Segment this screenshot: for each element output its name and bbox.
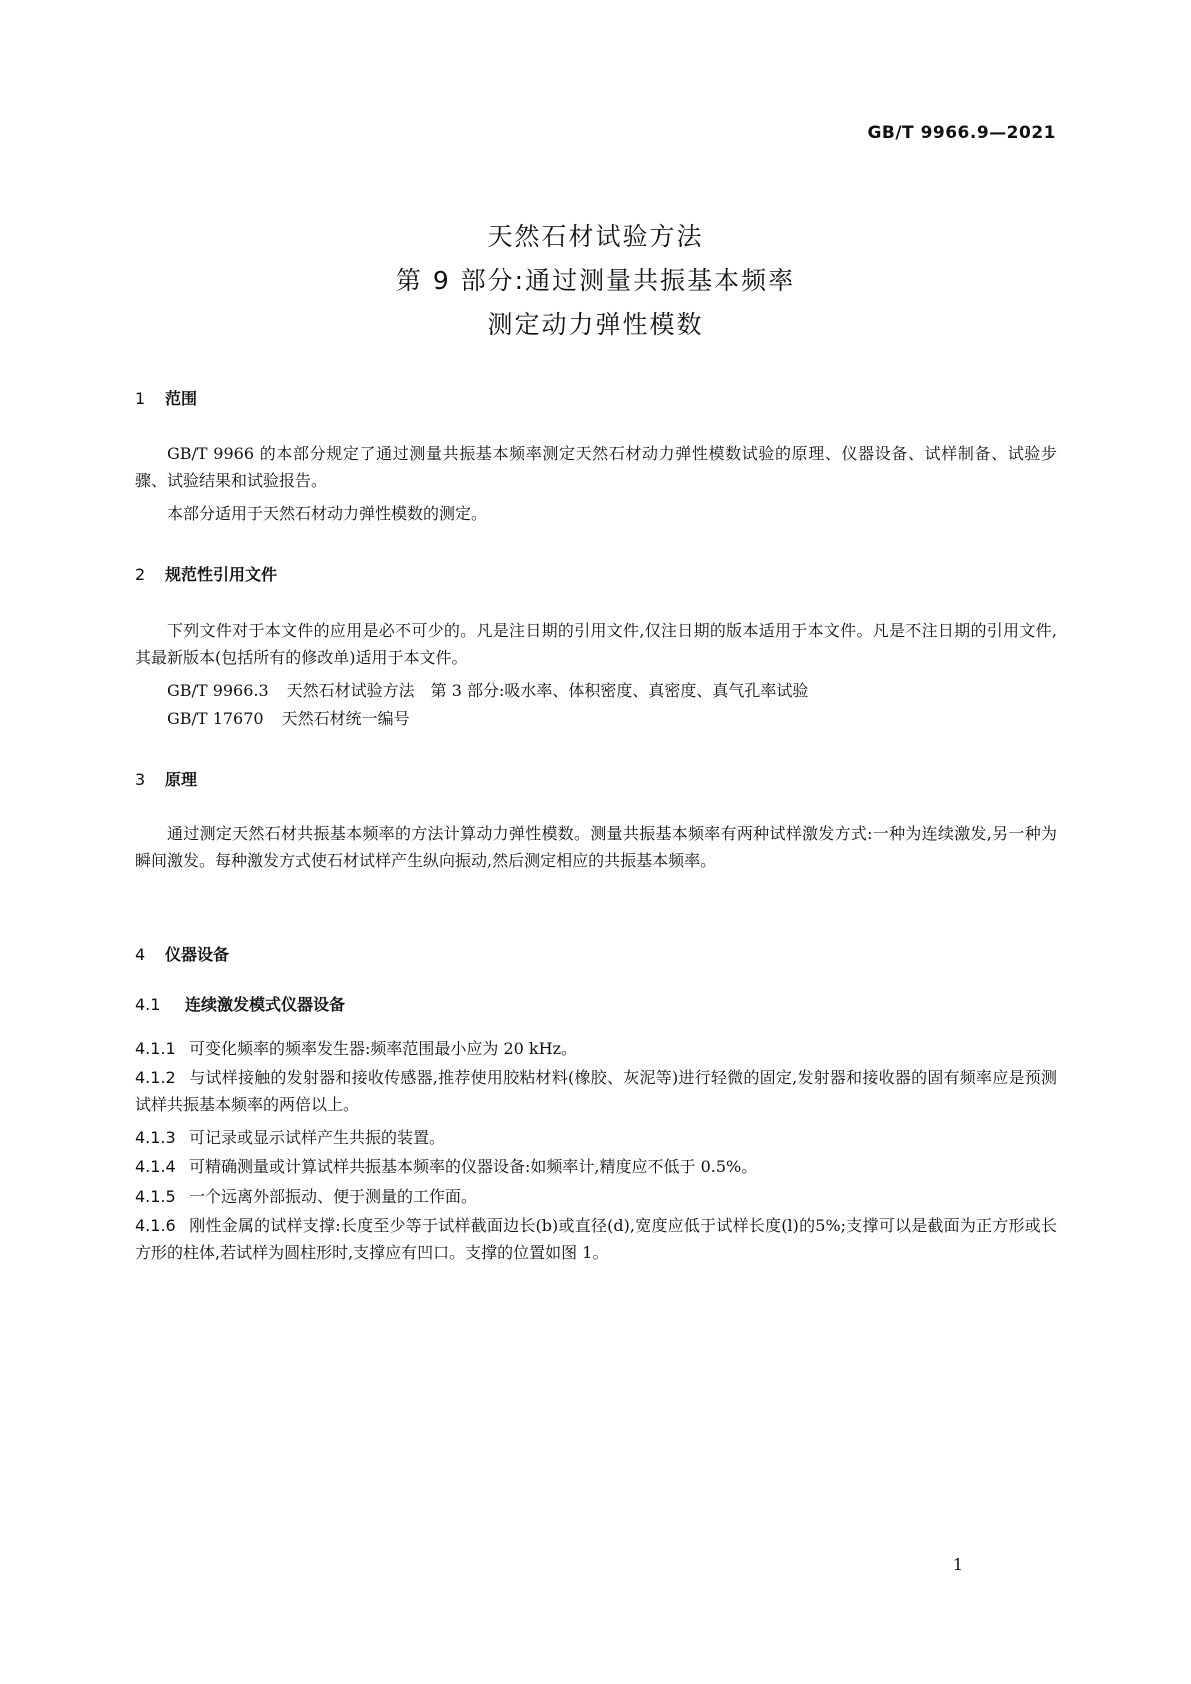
- section-1-heading: [135, 386, 197, 409]
- clause-text: 可精确测量或计算试样共振基本频率的仪器设备:如频率计,精度应不低于 0.5%。: [189, 1157, 758, 1176]
- reference-code: GB/T 9966.3: [167, 681, 269, 700]
- clause-number: 4.1.1: [135, 1039, 176, 1058]
- section-2-heading: [135, 562, 277, 585]
- section-1-paragraph-2: 本部分适用于天然石材动力弹性模数的测定。: [167, 504, 488, 523]
- reference-code: GB/T 17670: [167, 709, 264, 728]
- section-number: 1: [135, 389, 146, 408]
- clause-4-1-5: [135, 1183, 1057, 1210]
- clause-4-1-2: [135, 1064, 1057, 1118]
- section-1-paragraph-1: GB/T 9966 的本部分规定了通过测量共振基本频率测定天然石材动力弹性模数试验的原理、仪器设备、试样制备、试验步骤、试验结果和试验报告。: [135, 444, 1057, 490]
- clause-number: 4.1.5: [135, 1187, 176, 1206]
- document-title: [0, 215, 1191, 347]
- clause-4-1-4: [135, 1153, 1057, 1180]
- section-number: 2: [135, 565, 146, 584]
- title-line-3: 测定动力弹性模数: [487, 310, 704, 339]
- clause-4-1-1: [135, 1035, 1057, 1062]
- section-title: 原理: [165, 770, 198, 789]
- standard-code: GB/T 9966.9—2021: [867, 123, 1056, 143]
- reference-title: 天然石材试验方法 第 3 部分:吸水率、体积密度、真密度、真气孔率试验: [286, 681, 809, 700]
- reference-item: [167, 705, 410, 732]
- subsection-number: 4.1: [135, 995, 161, 1014]
- clause-text: 可变化频率的频率发生器:频率范围最小应为 20 kHz。: [189, 1039, 578, 1058]
- title-line-2: 第 9 部分:通过测量共振基本频率: [395, 266, 796, 295]
- reference-item: [167, 677, 808, 704]
- section-title: 规范性引用文件: [165, 565, 278, 584]
- section-title: 仪器设备: [165, 945, 230, 964]
- clause-text: 刚性金属的试样支撑:长度至少等于试样截面边长(b)或直径(d),宽度应低于试样长度(l)的5%;支撑可以是截面为正方形或长方形的柱体,若试样为圆柱形时,支撑应有凹口。支撑的位置如图 1。: [135, 1216, 1057, 1262]
- page-number: 1: [952, 1555, 963, 1574]
- section-title: 范围: [165, 389, 198, 408]
- section-3-paragraph-1: 通过测定天然石材共振基本频率的方法计算动力弹性模数。测量共振基本频率有两种试样激发方式:一种为连续激发,另一种为瞬间激发。每种激发方式使石材试样产生纵向振动,然后测定相应的共振基本频率。: [135, 824, 1057, 870]
- clause-4-1-6: [135, 1212, 1057, 1266]
- clause-number: 4.1.4: [135, 1157, 176, 1176]
- section-4-heading: [135, 942, 229, 965]
- section-2-paragraph-1: 下列文件对于本文件的应用是必不可少的。凡是注日期的引用文件,仅注日期的版本适用于本文件。凡是不注日期的引用文件,其最新版本(包括所有的修改单)适用于本文件。: [135, 621, 1057, 667]
- clause-text: 一个远离外部振动、便于测量的工作面。: [189, 1187, 478, 1206]
- section-3-heading: [135, 767, 197, 790]
- clause-number: 4.1.2: [135, 1068, 176, 1087]
- clause-text: 可记录或显示试样产生共振的装置。: [189, 1128, 446, 1147]
- section-number: 4: [135, 945, 146, 964]
- subsection-4-1-heading: [135, 992, 345, 1015]
- clause-number: 4.1.6: [135, 1216, 176, 1235]
- clause-4-1-3: [135, 1124, 1057, 1151]
- reference-title: 天然石材统一编号: [281, 709, 410, 728]
- section-number: 3: [135, 770, 146, 789]
- subsection-title: 连续激发模式仪器设备: [185, 995, 346, 1014]
- title-line-1: 天然石材试验方法: [487, 222, 704, 251]
- clause-number: 4.1.3: [135, 1128, 176, 1147]
- clause-text: 与试样接触的发射器和接收传感器,推荐使用胶粘材料(橡胶、灰泥等)进行轻微的固定,发射器和接收器的固有频率应是预测试样共振基本频率的两倍以上。: [135, 1068, 1057, 1114]
